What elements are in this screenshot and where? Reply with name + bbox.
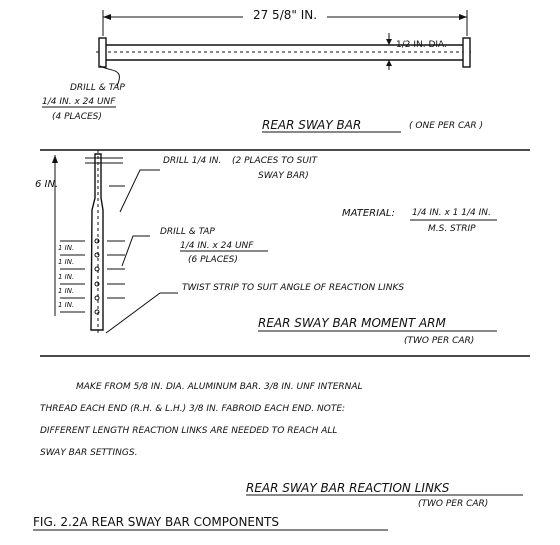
drill-note-leader	[120, 170, 160, 212]
material-type: M.S. STRIP	[428, 224, 476, 234]
arrowhead-down-icon	[386, 39, 392, 45]
arrowhead-left-icon	[103, 14, 111, 20]
drill-note-2b: SWAY BAR)	[258, 171, 309, 181]
drill-note-2a: (2 PLACES TO SUIT	[232, 156, 318, 166]
hole-5	[95, 296, 99, 300]
spacing-label-3: 1 IN.	[58, 273, 75, 281]
reaction-links-title: REAR SWAY BAR REACTION LINKS	[246, 481, 450, 495]
drill-tap-leader-2	[122, 236, 150, 266]
links-paragraph-line-4: SWAY BAR SETTINGS.	[40, 448, 138, 458]
bar-end-right	[463, 38, 470, 67]
moment-arm-drawing	[35, 150, 497, 346]
height-dimension-label: 6 IN.	[35, 179, 59, 190]
spacing-label-5: 1 IN.	[58, 301, 75, 309]
arrowhead-up-icon	[52, 155, 58, 163]
spacing-label-4: 1 IN.	[58, 287, 75, 295]
moment-arm-title: REAR SWAY BAR MOMENT ARM	[258, 316, 446, 330]
sway-bar-drawing	[42, 8, 483, 132]
spacing-label-2: 1 IN.	[58, 258, 75, 266]
reaction-links-section	[40, 382, 523, 509]
drill-tap-label-1: DRILL & TAP	[70, 83, 125, 93]
links-paragraph-line-3: DIFFERENT LENGTH REACTION LINKS ARE NEEDED TO REACH ALL	[40, 426, 338, 436]
material-size: 1/4 IN. x 1 1/4 IN.	[412, 208, 491, 218]
arrowhead-up-icon	[386, 60, 392, 66]
arm-drill-tap-2: 1/4 IN. x 24 UNF	[180, 241, 254, 251]
figure-caption: FIG. 2.2A REAR SWAY BAR COMPONENTS	[33, 515, 279, 529]
links-paragraph-line-1: MAKE FROM 5/8 IN. DIA. ALUMINUM BAR. 3/8 IN. UNF INTERNAL	[76, 382, 363, 392]
spacing-label-1: 1 IN.	[58, 244, 75, 252]
arm-drill-tap-3: (6 PLACES)	[188, 255, 238, 265]
moment-arm-strip	[91, 154, 103, 330]
sway-bar-quantity: ( ONE PER CAR )	[409, 121, 484, 131]
twist-note-leader	[106, 293, 178, 333]
material-label: MATERIAL:	[342, 208, 395, 219]
drill-note-1: DRILL 1/4 IN.	[163, 156, 222, 166]
length-dimension-label: 27 5/8" IN.	[252, 8, 318, 22]
moment-arm-quantity: (TWO PER CAR)	[404, 336, 475, 346]
reaction-links-quantity: (TWO PER CAR)	[418, 499, 489, 509]
twist-note: TWIST STRIP TO SUIT ANGLE OF REACTION LINKS	[182, 283, 405, 293]
arm-drill-tap-1: DRILL & TAP	[160, 227, 215, 237]
hole-3	[95, 267, 99, 271]
arrowhead-right-icon	[459, 14, 467, 20]
links-paragraph-line-2: THREAD EACH END (R.H. & L.H.) 3/8 IN. FABROID EACH END. NOTE:	[40, 404, 346, 414]
diameter-label: 1/2 IN. DIA.	[396, 40, 447, 50]
sway-bar-title: REAR SWAY BAR	[262, 118, 362, 132]
drill-tap-label-3: (4 PLACES)	[52, 112, 102, 122]
bar-end-left	[99, 38, 106, 67]
drill-tap-label-2: 1/4 IN. x 24 UNF	[42, 97, 116, 107]
